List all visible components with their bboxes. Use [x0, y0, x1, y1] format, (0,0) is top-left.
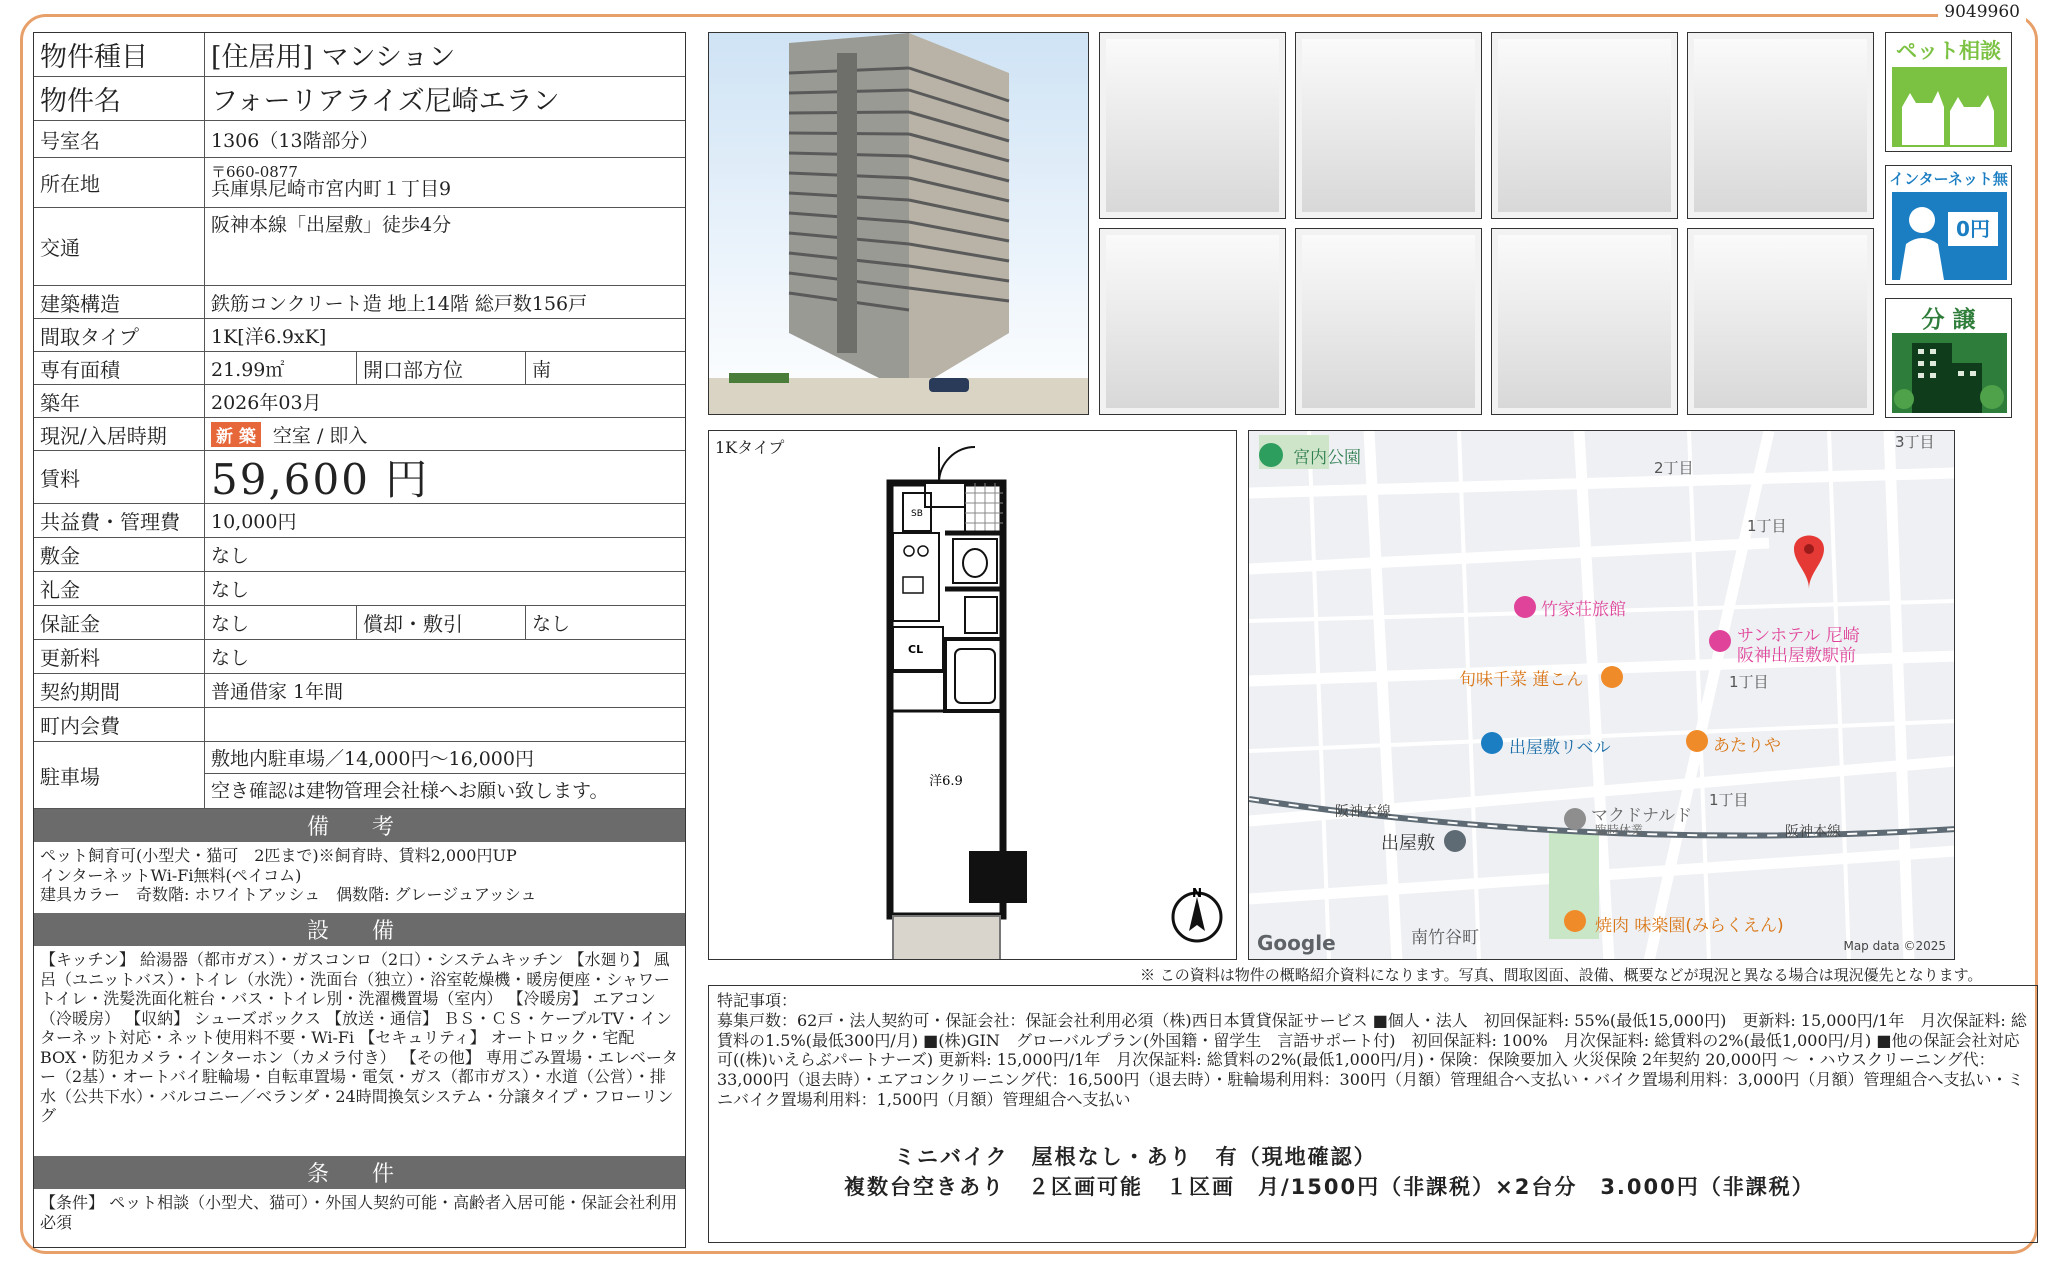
internet-badge-title: インターネット無: [1889, 170, 2008, 188]
access-label: 交通: [34, 208, 205, 285]
guarantee-label: 保証金: [34, 606, 205, 639]
area-value: 21.99㎡: [211, 358, 285, 381]
room-photo-kitchen: [1491, 32, 1678, 219]
row-deposit: [34, 538, 685, 572]
building-exterior-photo: [708, 32, 1089, 415]
row-address: [34, 158, 685, 208]
internet-user-icon: [1892, 192, 2007, 280]
spec-table: [33, 32, 686, 1248]
remarks-body: [34, 842, 685, 913]
new-badge: 新 築: [211, 422, 261, 447]
type-value: [住居用] マンション: [211, 42, 456, 73]
row-layout: [34, 319, 685, 352]
map-label-railway-a: 阪神本線: [1335, 804, 1391, 820]
name-label: 物件名: [34, 77, 205, 120]
map-roads: [1249, 431, 1955, 960]
map-label-1chome-a: 1丁目: [1747, 517, 1787, 535]
amortization-value: なし: [532, 613, 571, 635]
conditions-header: 条 件: [34, 1156, 685, 1189]
row-area: [34, 352, 685, 385]
address-value: [205, 158, 685, 207]
row-community: [34, 708, 685, 742]
special-notes-title: 特記事項：: [717, 991, 798, 1010]
parking-value-cell: [205, 742, 685, 808]
bunjo-badge-title: 分 譲: [1921, 307, 1976, 333]
shoebox-label: SB: [911, 509, 923, 519]
bike-slot-note: 複数台空きあり ２区画可能 １区画 月/1500円（非課税）×2台分 3.000円（非課税）: [844, 1175, 1815, 1199]
fee-value: 10,000円: [211, 511, 297, 533]
room-photo-bathroom: [1687, 32, 1874, 219]
map-label-restaurant: 旬味千菜 蓮こん: [1459, 670, 1584, 690]
guarantee-value: なし: [211, 613, 250, 635]
key-money-value: なし: [211, 579, 250, 601]
community-fee-label: 町内会費: [34, 708, 205, 741]
status-value: 空室 / 即入: [272, 424, 368, 447]
map-label-park: 宮内公園: [1293, 448, 1361, 468]
map-label-1chome-b: 1丁目: [1729, 673, 1769, 691]
map-label-station: 出屋敷: [1381, 833, 1435, 854]
status-value-cell: [205, 418, 685, 450]
internet-price: 0円: [1956, 217, 1990, 241]
map-label-1chome-c: 1丁目: [1709, 791, 1749, 809]
row-fee: [34, 504, 685, 538]
pet-consultation-badge: [1885, 32, 2012, 152]
row-guarantee: [34, 606, 685, 640]
community-fee-value: [205, 708, 685, 741]
direction-label: 開口部方位: [356, 352, 526, 384]
floor-plan-drawing: [709, 431, 1237, 960]
conditions-body: 【条件】 ペット相談（小型犬、猫可）・外国人契約可能・高齢者入居可能・保証会社利用必須: [40, 1193, 678, 1232]
row-rent: [34, 451, 685, 504]
equipment-body: 【キッチン】 給湯器（都市ガス）・ガスコンロ（2口）・システムキッチン 【水廻り】 風呂（ユニットバス）・トイレ（水洗）・洗面台（独立）・浴室乾燥機・暖房便座・シャワートイレ・洗髪洗面化粧台・バス・トイレ別・洗濯機置場（室内） 【冷暖房】 エアコン（冷暖房） 【収納】 シューズボックス 【放送・通信】 ＢＳ・ＣＳ・ケーブルTV・インターネット対応・ネット使用料不要・Wi-Fi 【セキュリティ】 オートロック・宅配BOX・防犯カメラ・インターホン（カメラ付き） 【その他】 専用ごみ置場・エレベーター（2基）・オートバイ駐輪場・自転車置場・電気・ガス（都市ガス）・水道（公営）・排水（公共下水）・バルコニー／ベランダ・24時間換気システム・分譲タイプ・フローリング: [40, 950, 678, 1126]
room-photo-closet: [1491, 228, 1678, 415]
built-value: 2026年03月: [211, 391, 322, 414]
pet-silhouette-icon: [1892, 67, 2007, 147]
structure-value: 鉄筋コンクリート造 地上14階 総戸数156戸: [211, 292, 588, 315]
remarks-line: インターネットWi-Fi無料(ペイコム): [40, 865, 302, 885]
bunjo-condo-badge: [1885, 298, 2012, 418]
pet-badge-title: ペット相談: [1896, 39, 2001, 63]
map-label-minamitakeya: 南竹谷町: [1411, 928, 1479, 948]
direction-value: 南: [532, 358, 552, 381]
closet-label: CL: [908, 643, 924, 656]
deposit-label: 敷金: [34, 538, 205, 571]
address-label: 所在地: [34, 158, 205, 207]
map-label-hotel-sub: 阪神出屋敷駅前: [1737, 646, 1856, 666]
map-label-mcdonalds: マクドナルド: [1591, 806, 1693, 826]
floor-plan-type: 1Kタイプ: [715, 438, 785, 457]
renewal-value: なし: [211, 647, 250, 669]
built-label: 築年: [34, 385, 205, 417]
parking-note: 空き確認は建物管理会社様へお願い致します。: [211, 780, 609, 802]
row-name: [34, 77, 685, 121]
row-contract: [34, 674, 685, 708]
map-label-railway-b: 阪神本線: [1785, 824, 1841, 840]
map-attribution: Map data ©2025: [1843, 939, 1946, 953]
row-renewal: [34, 640, 685, 674]
key-money-label: 礼金: [34, 572, 205, 605]
floor-plan-panel: [708, 430, 1237, 960]
buildings-icon: [1892, 333, 2007, 413]
room-photo-entrance: [1295, 32, 1482, 219]
parking-value: 敷地内駐車場／14,000円〜16,000円: [205, 742, 685, 774]
structure-label: 建築構造: [34, 286, 205, 318]
svg-text:N: N: [1191, 886, 1203, 900]
room-photo-toilet: [1295, 228, 1482, 415]
access-value: 阪神本線「出屋敷」徒歩4分: [211, 214, 452, 236]
equipment-header: 設 備: [34, 913, 685, 946]
row-room: [34, 121, 685, 158]
map-label-ryokan: 竹家荘旅館: [1541, 600, 1626, 620]
mini-bike-note: ミニバイク 屋根なし・あり 有（現地確認）: [894, 1145, 1377, 1169]
row-structure: [34, 286, 685, 319]
rent-value: 59,600 円: [211, 455, 430, 504]
deposit-value: なし: [211, 545, 250, 567]
address-text: 兵庫県尼崎市宮内町１丁目9: [211, 178, 452, 201]
room-photo-living: [1099, 32, 1286, 219]
row-access: [34, 208, 685, 286]
remarks-line: ペット飼育可(小型犬・猫可 2匹まで)※飼育時、賃料2,000円UP: [40, 846, 517, 865]
map-label-closed: 臨時休業: [1595, 823, 1644, 837]
map-google-logo: Google: [1257, 931, 1336, 955]
map-label-yakiniku: 焼肉 味楽園(みらくえん): [1595, 916, 1784, 936]
map-label-hotel: サンホテル 尼崎: [1737, 626, 1860, 646]
row-parking: [34, 742, 685, 809]
map-label-2chome: 2丁目: [1654, 459, 1694, 477]
main-room-label: 洋6.9: [929, 774, 963, 789]
remarks-line: 建具カラー 奇数階: ホワイトアッシュ 偶数階: グレージュアッシュ: [40, 885, 537, 905]
type-label: 物件種目: [34, 33, 205, 76]
contract-label: 契約期間: [34, 674, 205, 707]
map-label-3chome: 3丁目: [1895, 433, 1935, 451]
room-photo-washroom: [1099, 228, 1286, 415]
contract-value: 普通借家 1年間: [211, 681, 344, 703]
row-built: [34, 385, 685, 418]
fee-label: 共益費・管理費: [34, 504, 205, 537]
map-label-atariya: あたりや: [1713, 736, 1781, 756]
special-notes-panel: [708, 985, 2038, 1243]
rent-label: 賃料: [34, 451, 205, 503]
amortization-label: 償却・敷引: [356, 606, 526, 639]
internet-free-badge: [1885, 165, 2012, 285]
area-label: 専有面積: [34, 352, 205, 384]
layout-value: 1K[洋6.9xK]: [211, 325, 327, 348]
name-value: フォーリアライズ尼崎エラン: [211, 86, 560, 117]
renewal-label: 更新料: [34, 640, 205, 673]
remarks-header: 備 考: [34, 809, 685, 842]
postal-code: 〒660-0877: [211, 162, 298, 181]
row-key-money: [34, 572, 685, 606]
room-value: 1306（13階部分）: [211, 129, 379, 152]
room-photo-balcony: [1687, 228, 1874, 415]
status-label: 現況/入居時期: [34, 418, 205, 450]
room-label: 号室名: [34, 121, 205, 157]
parking-label: 駐車場: [34, 742, 205, 808]
disclaimer-note: ※ この資料は物件の概略紹介資料になります。写真、間取図面、設備、概要などが現況と異なる場合は現況優先となります。: [1140, 966, 1983, 984]
area-map[interactable]: [1248, 430, 1955, 960]
document-id: 9049960: [1938, 2, 2026, 22]
row-type: [34, 33, 685, 77]
map-label-liber: 出屋敷リベル: [1509, 738, 1611, 758]
special-notes-text: 募集戸数：62戸・法人契約可・保証会社：保証会社利用必須（株)西日本賃貸保証サービス ■個人・法人 初回保証料: 55%(最低15,000円) 更新料: 15,000円/1年 月次保証料: 総賃料の1.5%(最低300円/月) ■(株)GIN グローバルプラン(外国籍・留学生 言語サポート付) 初回保証料: 100% 月次保証料: 総賃料の2%(最低1,000円/月) ■他の保証会社対応可((株)いえらぶパートナーズ) 更新料: 15,000円/1年 月次保証料: 総賃料の2%(最低1,000円/月)・保険：保険要加入 火災保険 2年契約 20,000円 〜 ・ハウスクリーニング代：33,000円（退去時）・エアコンクリーニング代：16,500円（退去時）・駐輪場利用料：300円（月額）管理組合へ支払い・バイク置場利用料：3,000円（月額）管理組合へ支払い・ミニバイク置場利用料：1,500円（月額）管理組合へ支払い: [717, 1010, 2027, 1110]
layout-label: 間取タイプ: [34, 319, 205, 351]
